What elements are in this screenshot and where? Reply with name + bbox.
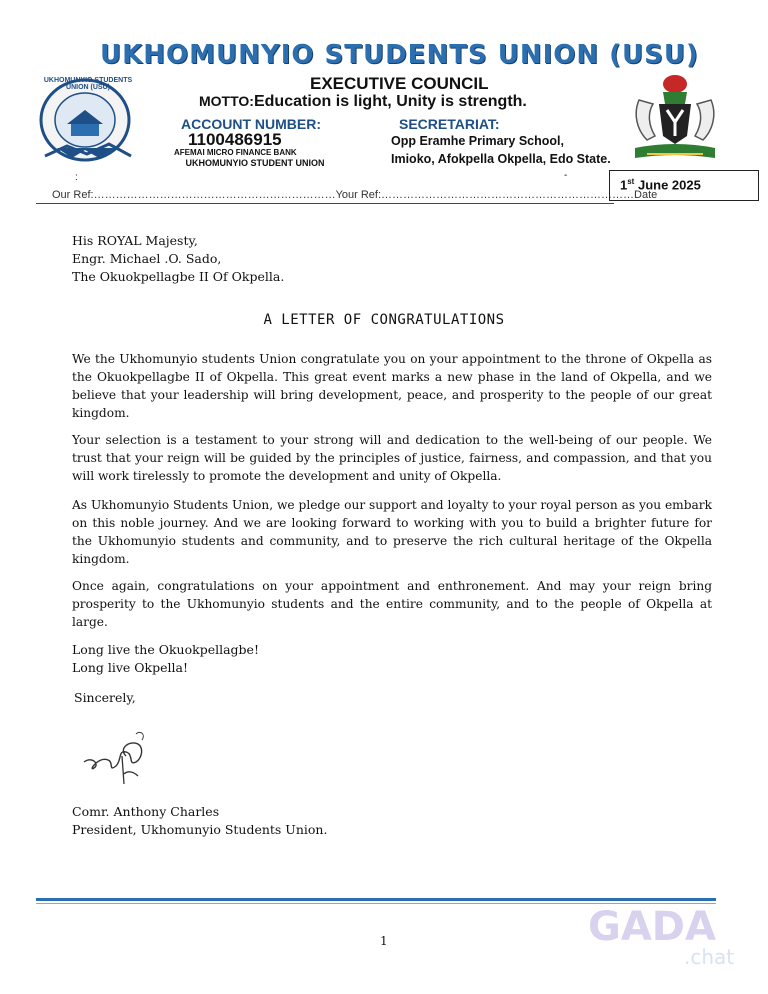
recipient-line-3: The Okuokpellagbe II Of Okpella. bbox=[72, 269, 285, 284]
closing-line-1: Long live the Okuokpellagbe! bbox=[72, 642, 259, 657]
account-name: UKHOMUNYIO STUDENT UNION bbox=[185, 158, 325, 168]
date-month-year: June 2025 bbox=[634, 177, 701, 193]
motto bbox=[199, 93, 527, 111]
signature-image bbox=[78, 726, 158, 796]
reference-underline bbox=[36, 203, 614, 204]
logo-ring-text: UKHOMUNYIO STUDENTS UNION (USU) bbox=[43, 77, 133, 91]
date-day: 1 bbox=[620, 177, 628, 193]
closing-line-2: Long live Okpella! bbox=[72, 660, 188, 675]
date-suffix: st bbox=[627, 177, 635, 186]
body-paragraph: Once again, congratulations on your appointment and enthronement. And may your reign bring prosperity to the Ukhomunyio students and the entire community, and to the people of Okpella at large. bbox=[72, 579, 712, 629]
signer-title: President, Ukhomunyio Students Union. bbox=[72, 822, 328, 837]
reference-row: Our Ref:…………………………………………………………Your Ref:……………………………………………………………Date bbox=[52, 189, 658, 201]
bank-name: AFEMAI MICRO FINANCE BANK bbox=[174, 148, 297, 157]
executive-council-heading: EXECUTIVE COUNCIL bbox=[310, 74, 489, 93]
coat-of-arms-icon bbox=[625, 70, 725, 165]
secretariat-line-2: Imioko, Afokpella Okpella, Edo State. bbox=[391, 152, 611, 166]
ref-colon: : bbox=[75, 172, 78, 183]
recipient-address bbox=[72, 232, 284, 286]
ref-dash: - bbox=[564, 170, 568, 181]
secretariat-label: SECRETARIAT: bbox=[399, 116, 500, 132]
body-paragraph: We the Ukhomunyio students Union congratulate you on your appointment to the throne of Okpella as the Okuokpellagbe II of Okpella. This great event marks a new phase in the land of Okpella, and we believe that your leadership will bring development, peace, and prosperity to the people of our great kingdom. bbox=[72, 352, 712, 420]
motto-label: MOTTO: bbox=[199, 93, 254, 109]
organization-name: UKHOMUNYIO STUDENTS UNION (USU) bbox=[100, 40, 699, 70]
closing-lines bbox=[72, 641, 259, 677]
recipient-line-1: His ROYAL Majesty, bbox=[72, 233, 198, 248]
watermark-sub: .chat bbox=[684, 945, 735, 969]
watermark-main: GADA bbox=[588, 904, 716, 950]
motto-text: Education is light, Unity is strength. bbox=[253, 93, 527, 110]
secretariat-address bbox=[391, 132, 611, 168]
secretariat-line-1: Opp Eramhe Primary School, bbox=[391, 134, 564, 148]
sign-off: Sincerely, bbox=[74, 690, 136, 705]
page-number: 1 bbox=[380, 934, 388, 948]
account-number: 1100486915 bbox=[188, 130, 282, 149]
body-paragraph: As Ukhomunyio Students Union, we pledge our support and loyalty to your royal person as you embark on this noble journey. And we are looking forward to working with you to build a brighter future for the Ukhomunyio students and community, and to preserve the rich cultural heritage of the Okpella kingdom. bbox=[72, 498, 712, 566]
letter-subject: A LETTER OF CONGRATULATIONS bbox=[263, 312, 505, 328]
account-number-label: ACCOUNT NUMBER: bbox=[181, 116, 321, 132]
gada-watermark-logo bbox=[588, 900, 738, 975]
recipient-line-2: Engr. Michael .O. Sado, bbox=[72, 251, 222, 266]
signer-block bbox=[72, 803, 327, 839]
signer-name: Comr. Anthony Charles bbox=[72, 804, 220, 819]
body-paragraph: Your selection is a testament to your strong will and dedication to the well-being of our people. We trust that your reign will be guided by the principles of justice, fairness, and compassion, and that you will work tirelessly to promote the development and unity of Okpella. bbox=[72, 433, 712, 483]
date-box bbox=[609, 170, 759, 201]
